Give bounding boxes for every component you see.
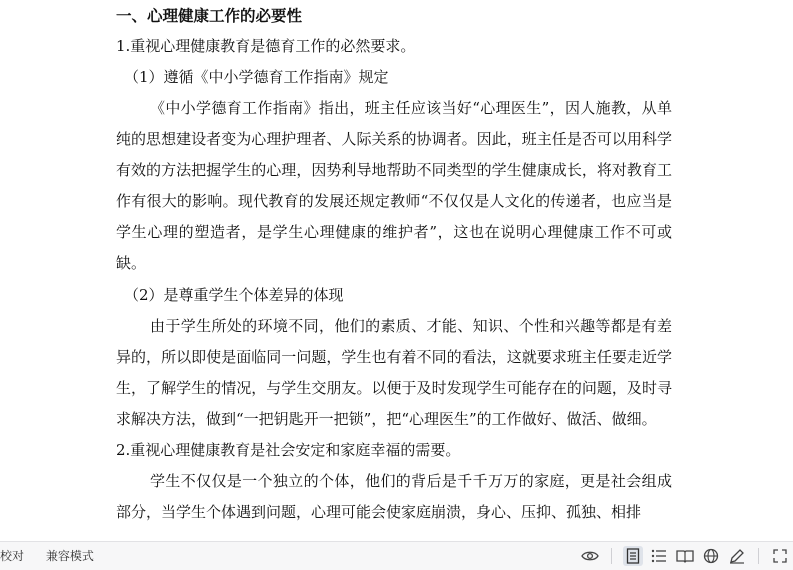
web-view-icon[interactable] [701, 546, 721, 566]
status-separator [758, 548, 759, 564]
eye-icon[interactable] [580, 546, 600, 566]
proofread-button[interactable]: 校对 [0, 549, 25, 563]
section-title-1: 1.重视心理健康教育是德育工作的必然要求。 [116, 37, 416, 55]
subsection-title-1: （1）遵循《中小学德育工作指南》规定 [124, 68, 389, 86]
paragraph-2: 由于学生所处的环境不同，他们的素质、才能、知识、个性和兴趣等都是有差异的，所以即使是面临同一问题，学生也有着不同的看法，这就要求班主任要走近学生，了解学生的情况，与学生交朋友。以便于及时发现学生可能存在的问题，及时寻求解决方法，做到“一把钥匙开一把锁”，把“心理医生”的工作做好、做活、做细。 [116, 316, 672, 428]
document-body [116, 0, 672, 528]
doc-heading: 一、心理健康工作的必要性 [116, 6, 303, 25]
pen-icon[interactable] [727, 546, 747, 566]
page-view-icon[interactable] [623, 546, 643, 566]
fullscreen-icon[interactable] [770, 546, 790, 566]
status-separator [611, 548, 612, 564]
subsection-title-2: （2）是尊重学生个体差异的体现 [124, 285, 344, 304]
status-bar [0, 541, 793, 570]
compat-mode-label: 兼容模式 [45, 549, 94, 563]
read-mode-icon[interactable] [675, 546, 695, 566]
outline-view-icon[interactable] [649, 546, 669, 566]
paragraph-1: 《中小学德育工作指南》指出，班主任应该当好“心理医生”，因人施教，从单纯的思想建设者变为心理护理者、人际关系的协调者。因此，班主任是否可以用科学有效的方法把握学生的心理，因势利导地帮助不同类型的学生健康成长，将对教育工作有很大的影响。现代教育的发展还规定教师“不仅仅是人文化的传递者，也应当是学生心理的塑造者，是学生心理健康的维护者”，这也在说明心理健康工作不可或缺。 [116, 99, 672, 273]
paragraph-3: 学生不仅仅是一个独立的个体，他们的背后是千千万万的家庭，更是社会组成部分，当学生个体遇到问题，心理可能会使家庭崩溃，身心、压抑、孤独、相排 [116, 471, 672, 522]
section-title-2: 2.重视心理健康教育是社会安定和家庭幸福的需要。 [116, 440, 461, 459]
